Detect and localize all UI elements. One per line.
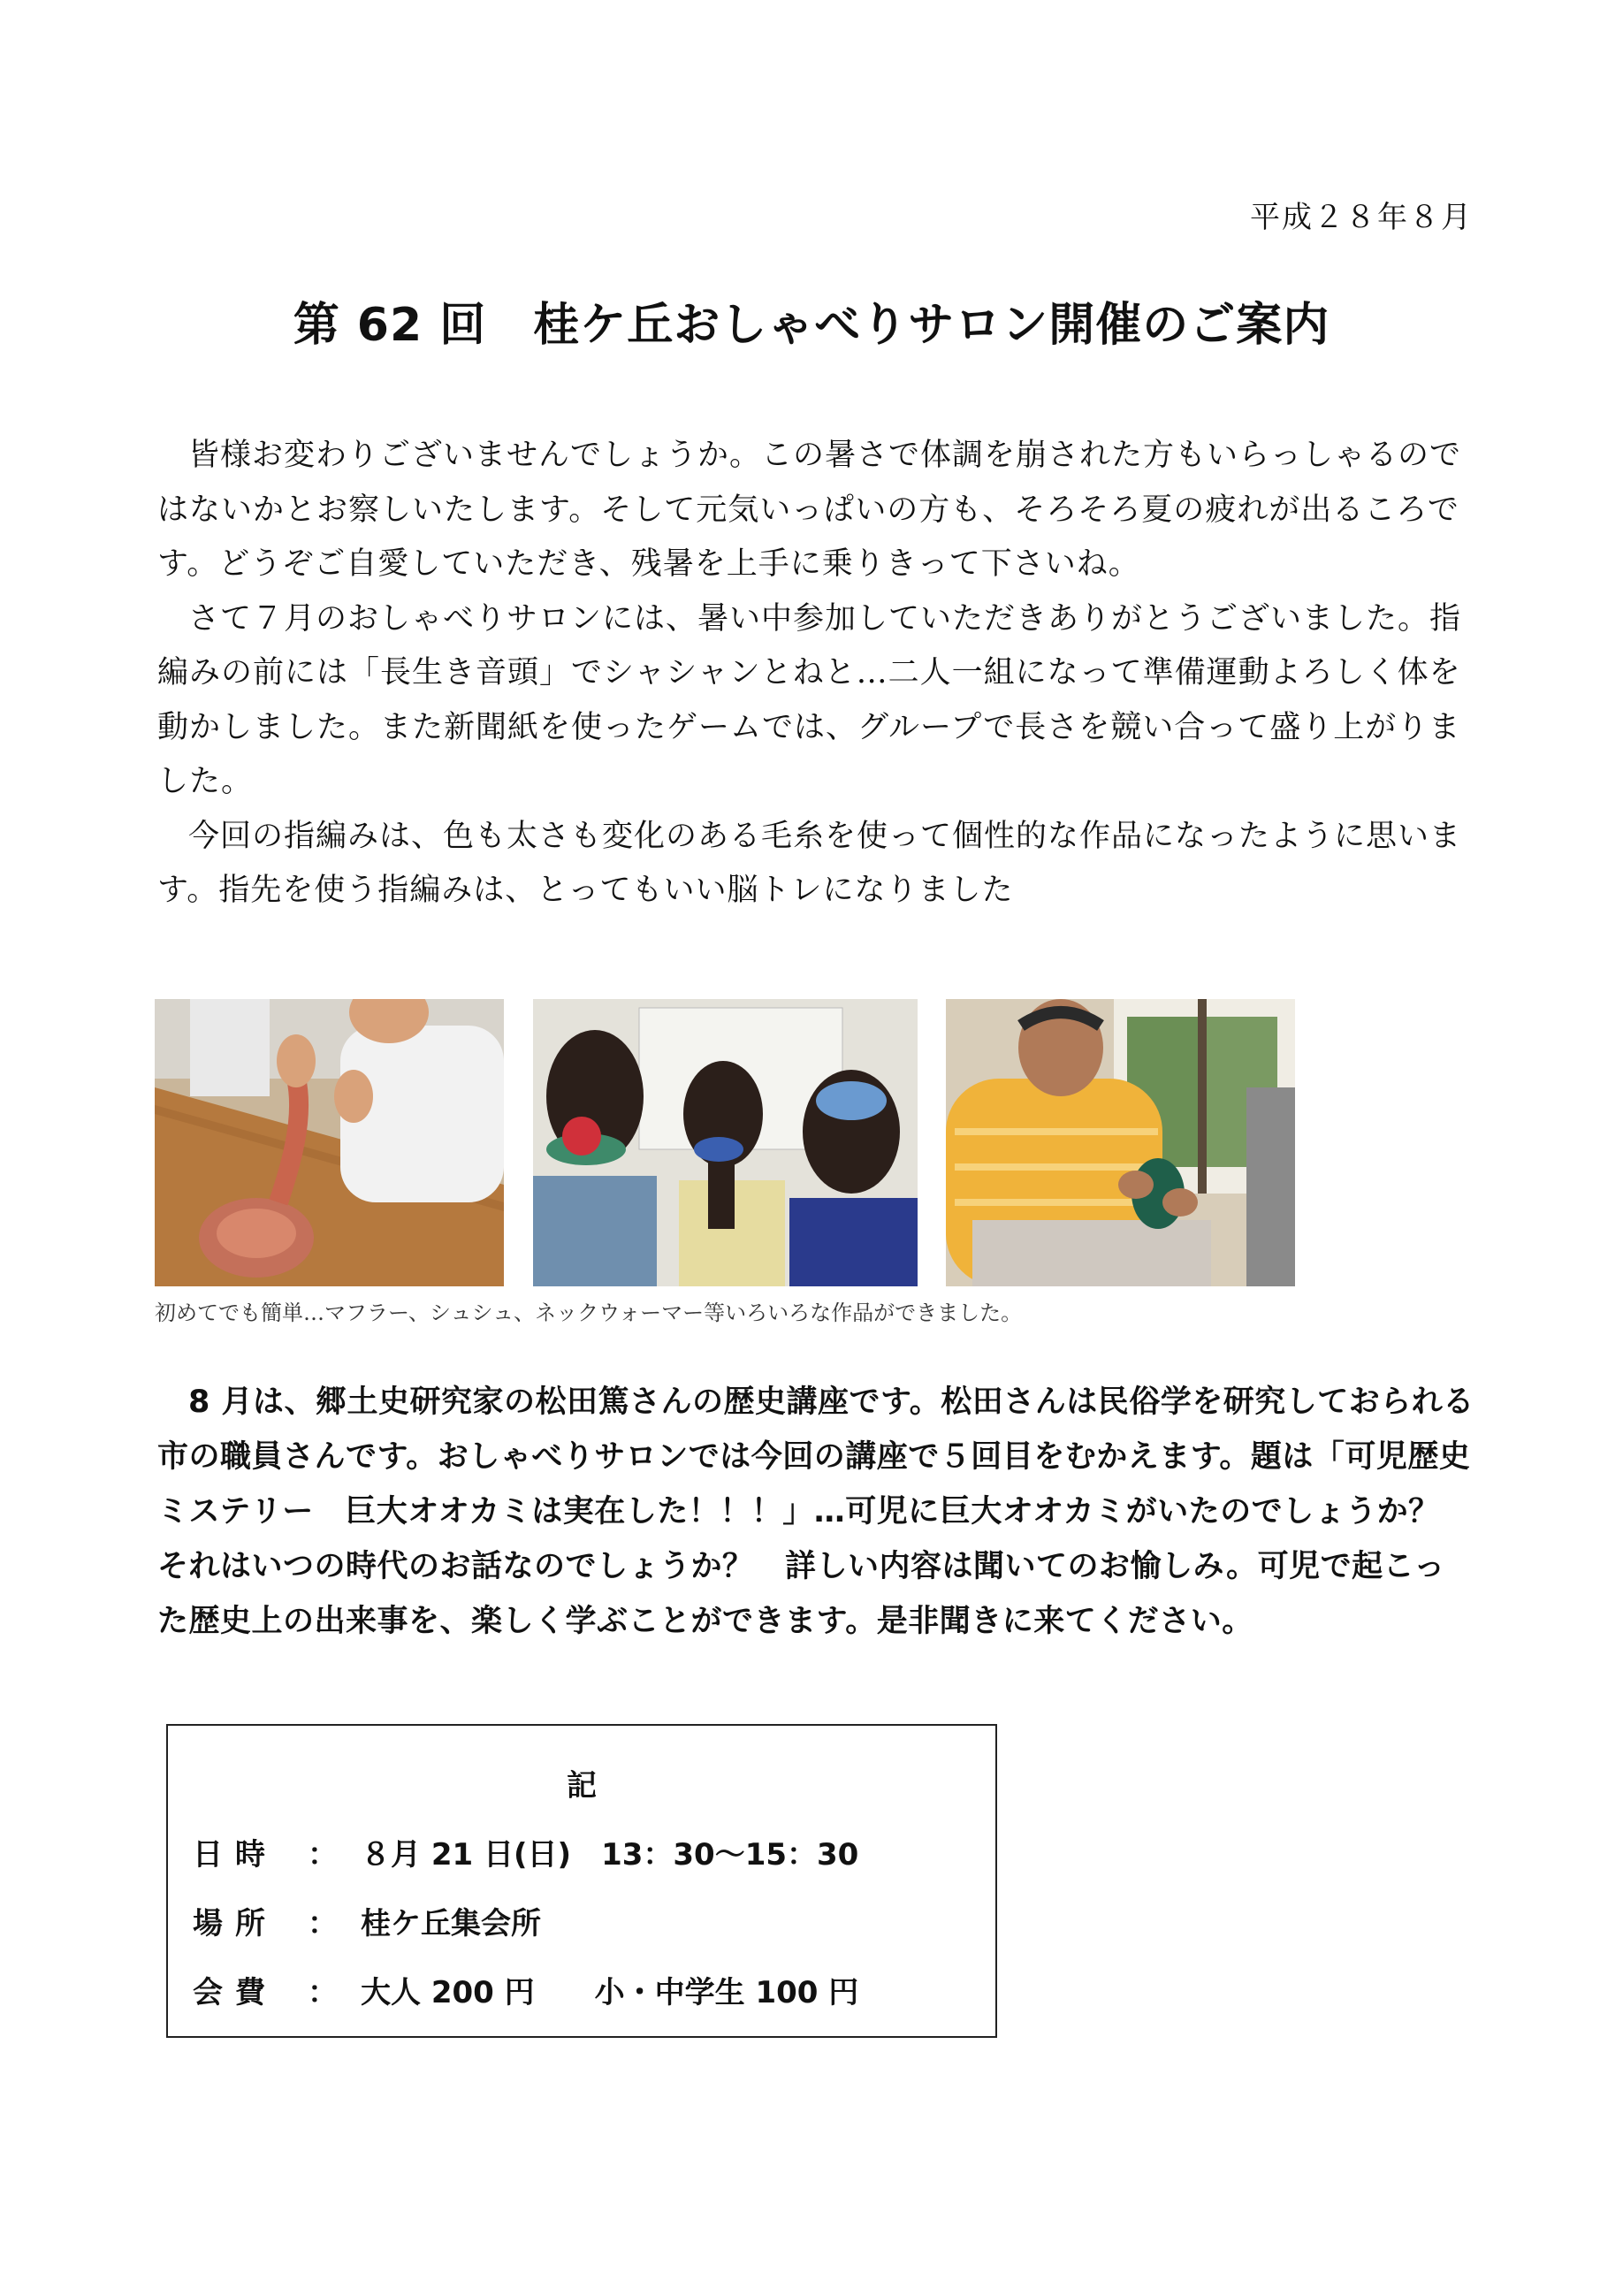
photo-girls-scrunchies <box>533 999 918 1286</box>
intro-section <box>157 429 1474 919</box>
details-heading: 記 <box>567 1768 597 1804</box>
date-value: ８月 21 日(日) 13：30〜15：30 <box>361 1837 859 1873</box>
photo-caption: 初めてでも簡単…マフラー、シュシュ、ネックウォーマー等いろいろな作品ができました。 <box>155 1301 1023 1325</box>
details-row-date <box>193 1830 858 1873</box>
page-title: 第 62 回 桂ケ丘おしゃべりサロン開催のご案内 <box>293 299 1330 352</box>
fee-label: 会費 <box>193 1975 278 2010</box>
place-value: 桂ケ丘集会所 <box>361 1906 541 1941</box>
announcement-section <box>157 1375 1474 1649</box>
date-separator: ： <box>308 1837 338 1873</box>
intro-paragraph-3: 今回の指編みは、色も太さも変化のある毛糸を使って個性的な作品になったように思います。指先を使う指編みは、とってもいい脳トレになりました <box>157 818 1462 908</box>
intro-paragraph-2: さて７月のおしゃべりサロンには、暑い中参加していただきありがとうございました。指編みの前には「長生き音頭」でシャシャンとねと…二人一組になって準備運動よろしく体を動かしました。また新聞紙を使ったゲームでは、グループで長さを競い合って盛り上がりました。 <box>157 600 1462 799</box>
fee-value: 大人 200 円 小・中学生 100 円 <box>361 1975 859 2010</box>
fee-separator: ： <box>308 1975 338 2010</box>
event-details-box <box>166 1724 997 2038</box>
announcement-paragraph: 8 月は、郷土史研究家の松田篤さんの歴史講座です。松田さんは民俗学を研究しておられる市の職員さんです。おしゃべりサロンでは今回の講座で５回目をむかえます。題は「可児歴史ミステリー 巨大オオカミは実在した！！！」…可児に巨大オオカミがいたのでしょうか？ それはいつの時代のお話なのでしょうか？ 詳しい内容は聞いてのお愉しみ。可児で起こった歴史上の出来事を、楽しく学ぶことができます。是非聞きに来てください。 <box>157 1384 1474 1639</box>
details-row-fee <box>193 1968 858 2011</box>
place-label: 場所 <box>193 1906 278 1941</box>
date-label: 日時 <box>193 1837 278 1873</box>
place-separator: ： <box>308 1906 338 1941</box>
details-row-place <box>193 1899 541 1942</box>
photo-yarn-knitting <box>155 999 504 1286</box>
intro-paragraph-1: 皆様お変わりございませんでしょうか。この暑さで体調を崩された方もいらっしゃるのではないかとお察しいたします。そして元気いっぱいの方も、そろそろ夏の疲れが出るころです。どうぞご自愛していただき、残暑を上手に乗りきって下さいね。 <box>157 438 1462 582</box>
date-line: 平成２８年８月 <box>1250 200 1473 235</box>
photo-man-knitting <box>946 999 1295 1286</box>
